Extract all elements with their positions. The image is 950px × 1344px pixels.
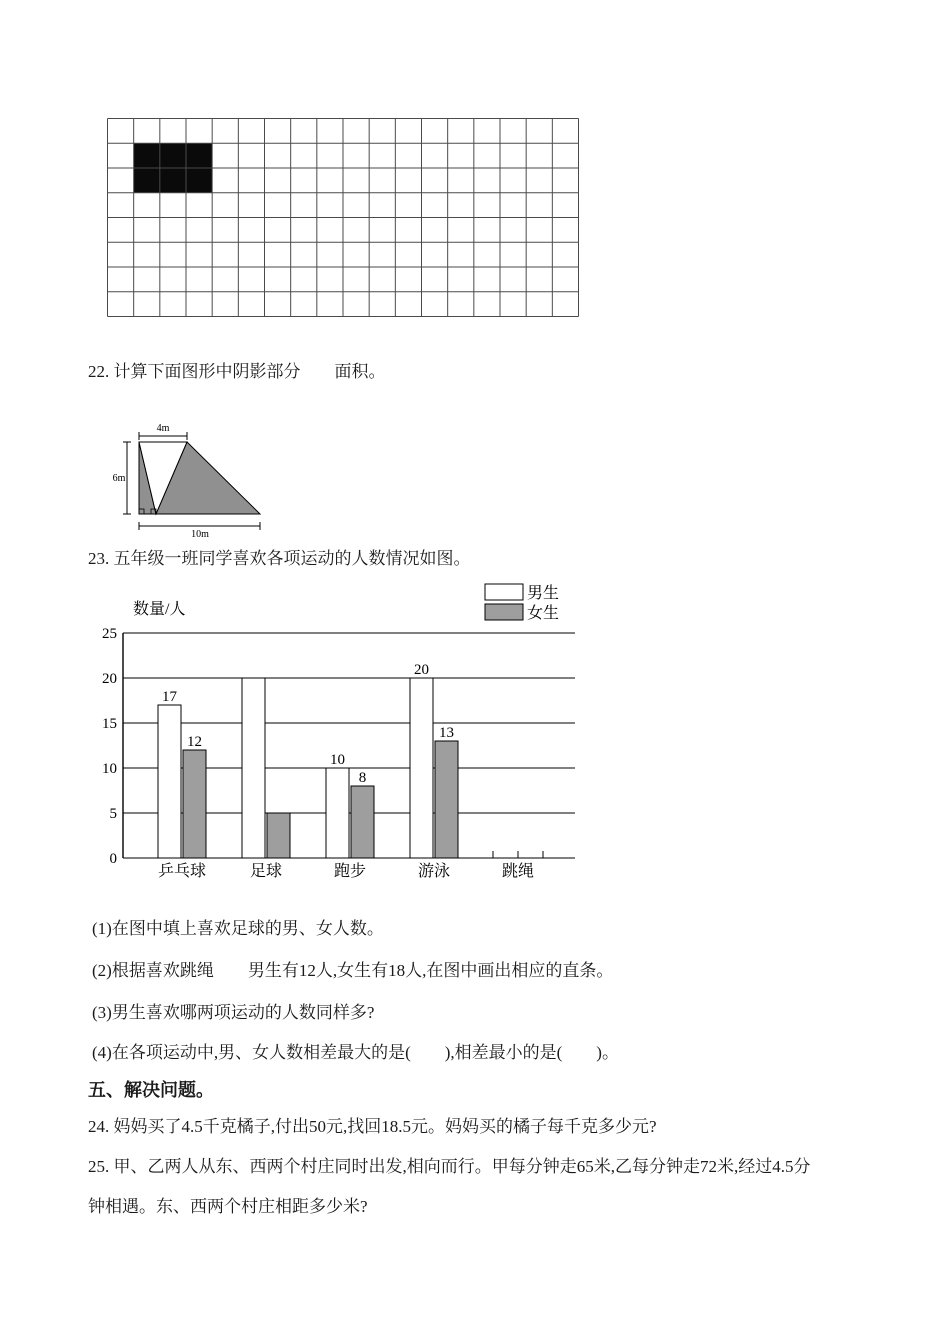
svg-text:5: 5 <box>109 806 117 822</box>
svg-text:8: 8 <box>358 770 367 786</box>
svg-text:女生: 女生 <box>527 605 560 622</box>
svg-text:20: 20 <box>414 662 429 678</box>
svg-text:12: 12 <box>187 734 202 750</box>
question-23-sub2: (2)根据喜欢跳绳 男生有12人,女生有18人,在图中画出相应的直条。 <box>92 961 614 980</box>
svg-text:足球: 足球 <box>249 863 283 880</box>
section-five-title: 五、解决问题。 <box>88 1080 214 1100</box>
svg-text:20: 20 <box>102 671 117 687</box>
svg-text:13: 13 <box>439 725 454 741</box>
svg-text:17: 17 <box>162 689 177 705</box>
question-23-sub4: (4)在各项运动中,男、女人数相差最大的是( ),相差最小的是( )。 <box>92 1043 619 1062</box>
svg-text:数量/人: 数量/人 <box>133 601 186 618</box>
bar-chart-svg <box>95 580 635 900</box>
question-22-text: 22. 计算下面图形中阴影部分 面积。 <box>88 362 386 381</box>
question-24-text: 24. 妈妈买了4.5千克橘子,付出50元,找回18.5元。妈妈买的橘子每千克多少元? <box>88 1117 657 1136</box>
svg-text:10: 10 <box>330 752 345 768</box>
svg-text:15: 15 <box>102 716 117 732</box>
dim-left-label: 6m <box>112 473 126 484</box>
shaded-shapes <box>139 442 260 514</box>
question-25-line1: 25. 甲、乙两人从东、西两个村庄同时出发,相向而行。甲每分钟走65米,乙每分钟走72米,经过4.5分 <box>88 1157 811 1176</box>
question-23-sub3: (3)男生喜欢哪两项运动的人数同样多? <box>92 1003 375 1022</box>
svg-text:跑步: 跑步 <box>333 863 367 880</box>
svg-text:0: 0 <box>109 851 117 867</box>
question-25-line2: 钟相遇。东、西两个村庄相距多少米? <box>88 1197 368 1216</box>
svg-text:游泳: 游泳 <box>417 863 451 880</box>
dim-top-label: 4m <box>156 423 170 434</box>
question-23-sub1: (1)在图中填上喜欢足球的男、女人数。 <box>92 919 384 938</box>
svg-text:男生: 男生 <box>527 585 560 602</box>
q22-figure-svg <box>112 420 287 540</box>
svg-text:乒乓球: 乒乓球 <box>157 863 207 880</box>
svg-text:跳绳: 跳绳 <box>501 863 535 880</box>
svg-text:10: 10 <box>102 761 117 777</box>
grid-figure-svg <box>107 118 580 318</box>
dim-bottom-label: 10m <box>191 529 209 540</box>
question-23-text: 23. 五年级一班同学喜欢各项运动的人数情况如图。 <box>88 549 471 568</box>
svg-text:25: 25 <box>102 626 117 642</box>
